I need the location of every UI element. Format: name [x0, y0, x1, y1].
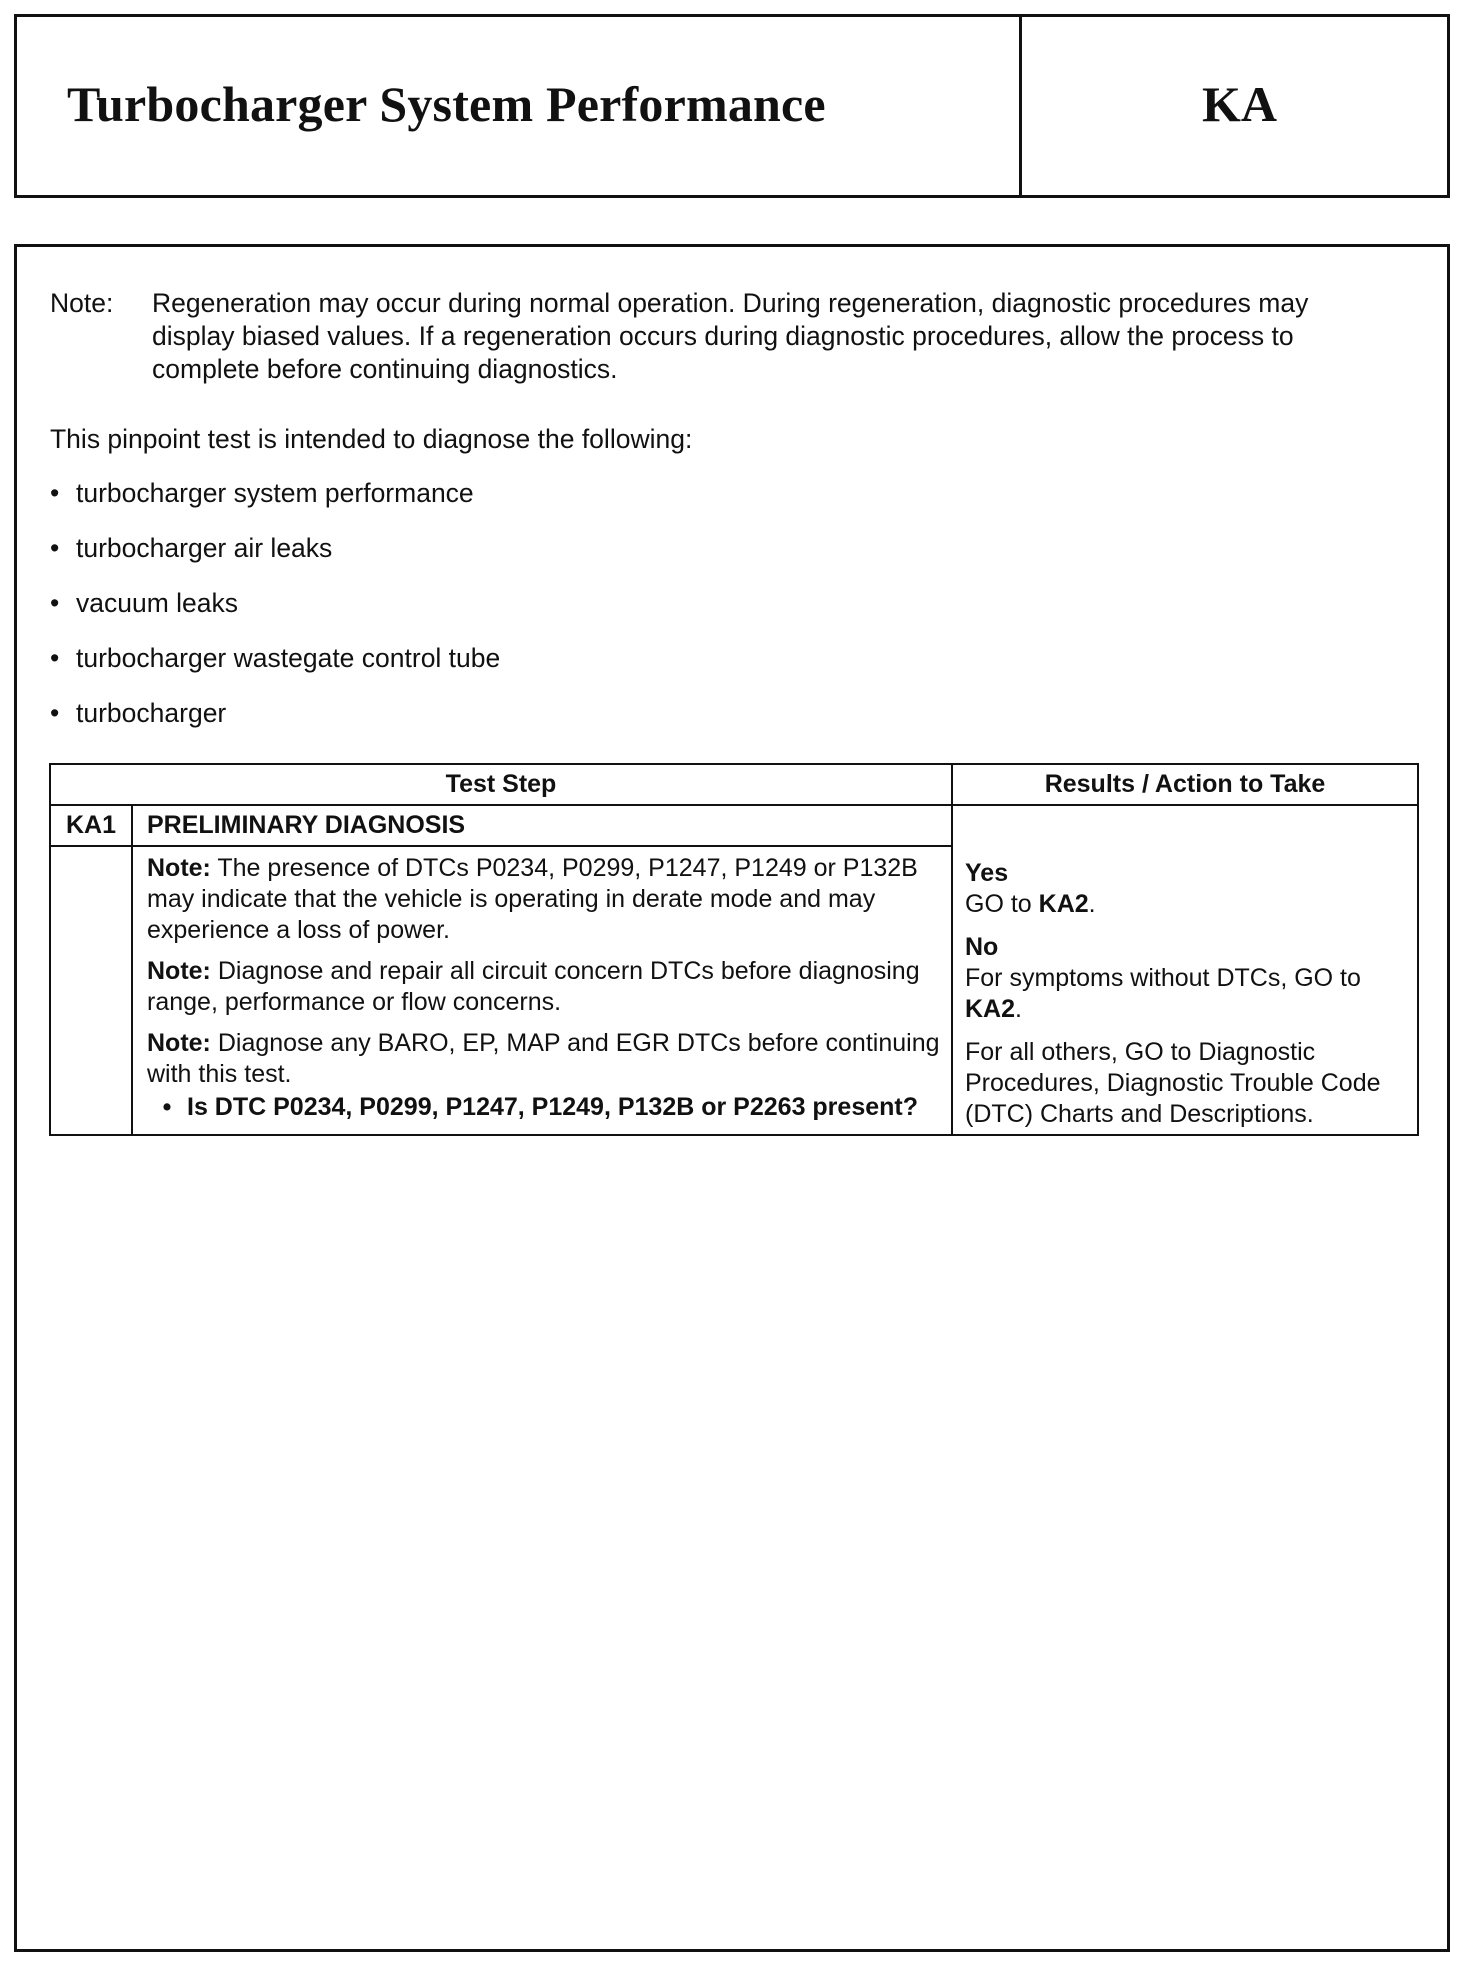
test-step-table — [49, 763, 1419, 1136]
main-content — [14, 244, 1450, 1952]
step-note: Note: The presence of DTCs P0234, P0299, P1247, P1249 or P132B may indicate that the vehicle is operating in derate mode and may experience a loss of power. — [147, 854, 918, 944]
page-header — [14, 14, 1450, 198]
step-title: PRELIMINARY DIAGNOSIS — [132, 805, 952, 846]
intro-text: This pinpoint test is intended to diagnose the following: — [50, 424, 693, 454]
no-action: For symptoms without DTCs, GO to KA2. — [965, 964, 1361, 1023]
list-item: • vacuum leaks — [50, 587, 500, 642]
diagnose-list — [50, 477, 500, 752]
page-title: Turbocharger System Performance — [67, 76, 826, 132]
bullet-icon: • — [50, 643, 60, 673]
step-id: KA1 — [50, 805, 132, 846]
results-header: Results / Action to Take — [952, 764, 1418, 805]
list-item: • turbocharger system performance — [50, 477, 500, 532]
step-body — [132, 846, 952, 1135]
regeneration-note — [50, 287, 1340, 386]
list-item: • turbocharger wastegate control tube — [50, 642, 500, 697]
section-code: KA — [1202, 76, 1277, 132]
note-label: Note: — [50, 288, 114, 318]
step-question: • Is DTC P0234, P0299, P1247, P1249, P132B or P2263 present? — [147, 1092, 943, 1123]
list-item: • turbocharger — [50, 697, 500, 752]
no-label: No — [965, 933, 999, 961]
table-row — [50, 805, 1418, 846]
no-target-link[interactable]: KA2 — [965, 995, 1016, 1023]
header-title-cell — [17, 17, 1022, 195]
header-code-cell — [1022, 17, 1447, 195]
bullet-icon: • — [162, 1093, 172, 1121]
bullet-icon: • — [50, 588, 60, 618]
results-cell — [952, 805, 1418, 1135]
yes-label: Yes — [965, 859, 1009, 887]
table-header-row — [50, 764, 1418, 805]
bullet-icon: • — [50, 698, 60, 728]
step-note: Note: Diagnose any BARO, EP, MAP and EGR DTCs before continuing with this test. — [147, 1029, 940, 1088]
bullet-icon: • — [50, 478, 60, 508]
note-text: Regeneration may occur during normal operation. During regeneration, diagnostic procedures may display biased values. If a regeneration occurs during diagnostic procedures, allow the process to complete before continuing diagnostics. — [152, 288, 1309, 384]
test-step-header: Test Step — [50, 764, 952, 805]
yes-action: GO to KA2. — [965, 890, 1096, 918]
step-note: Note: Diagnose and repair all circuit concern DTCs before diagnosing range, performance or flow concerns. — [147, 957, 920, 1016]
others-action: For all others, GO to Diagnostic Procedures, Diagnostic Trouble Code (DTC) Charts and Descriptions. — [965, 1038, 1381, 1128]
bullet-icon: • — [50, 533, 60, 563]
empty-step-cell — [50, 846, 132, 1135]
yes-target-link[interactable]: KA2 — [1038, 890, 1089, 918]
list-item: • turbocharger air leaks — [50, 532, 500, 587]
